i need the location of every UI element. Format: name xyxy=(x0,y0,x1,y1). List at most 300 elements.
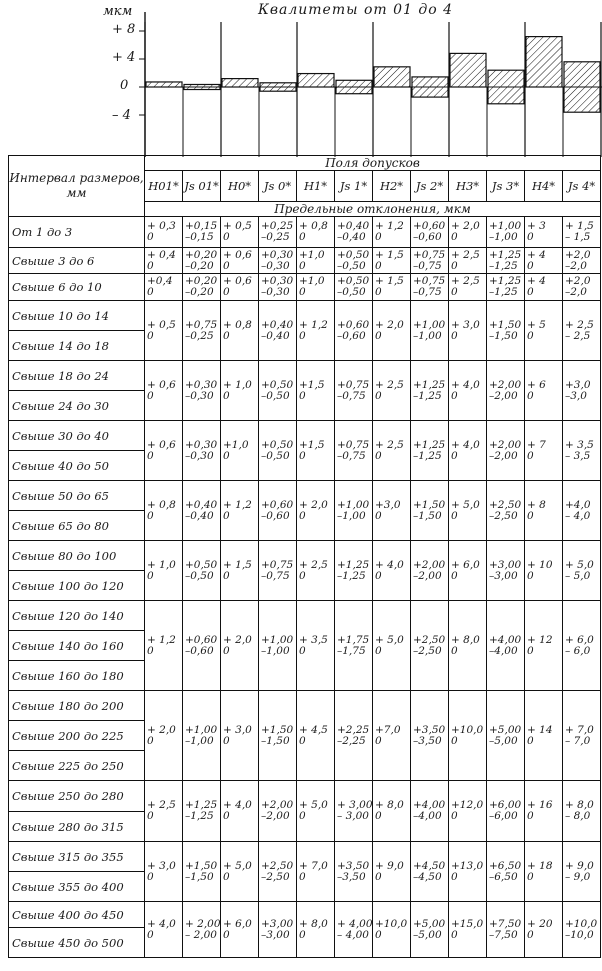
lower-deviation: 0 xyxy=(147,286,154,298)
deviation-cell xyxy=(221,421,259,481)
tolerance-bar xyxy=(260,83,296,91)
lower-deviation: –0,20 xyxy=(185,286,214,298)
deviation-cell xyxy=(221,481,259,541)
lower-deviation: 0 xyxy=(451,734,458,747)
tolerance-bars xyxy=(0,0,602,157)
deviation-cell xyxy=(335,902,373,958)
upper-deviation: +1,50 xyxy=(185,859,218,872)
table-row xyxy=(9,842,601,872)
upper-deviation: +1,75 xyxy=(337,633,370,646)
lower-deviation: –5,00 xyxy=(413,928,442,941)
upper-deviation: + 7,0 xyxy=(299,859,328,872)
lower-deviation: –0,50 xyxy=(185,569,214,582)
upper-deviation: +2,0 xyxy=(565,275,591,287)
deviation-cell xyxy=(335,781,373,842)
deviation-cell xyxy=(525,601,563,691)
lower-deviation: –2,0 xyxy=(565,286,587,298)
upper-deviation: + 2,5 xyxy=(451,248,480,261)
deviation-cell xyxy=(563,421,601,481)
deviation-cell xyxy=(449,421,487,481)
deviation-cell xyxy=(563,301,601,361)
upper-deviation: + 2,5 xyxy=(375,378,404,391)
lower-deviation: 0 xyxy=(375,569,382,582)
upper-deviation: + 5,0 xyxy=(565,558,594,571)
lower-deviation: –2,00 xyxy=(261,810,290,822)
column-header: Js 3* xyxy=(487,171,525,202)
lower-deviation: –0,30 xyxy=(261,286,290,298)
deviation-cell xyxy=(487,842,525,902)
lower-deviation: 0 xyxy=(527,810,534,822)
lower-deviation: –0,40 xyxy=(185,509,214,522)
column-header: H1* xyxy=(297,171,335,202)
upper-deviation: +10,0 xyxy=(565,917,598,930)
upper-deviation: +4,00 xyxy=(489,633,522,646)
lower-deviation: 0 xyxy=(375,928,382,941)
upper-deviation: + 0,8 xyxy=(147,498,176,511)
lower-deviation: 0 xyxy=(147,329,154,342)
interval-cell: Свыше 30 до 40 xyxy=(9,421,145,451)
upper-deviation: +1,50 xyxy=(413,498,446,511)
deviation-cell xyxy=(487,217,525,248)
deviation-cell xyxy=(221,601,259,691)
lower-deviation: 0 xyxy=(375,231,382,243)
lower-deviation: 0 xyxy=(527,231,534,243)
deviation-cell xyxy=(487,781,525,842)
deviation-cell xyxy=(449,361,487,421)
interval-cell: Свыше 24 до 30 xyxy=(9,391,145,421)
deviation-cell xyxy=(449,274,487,301)
lower-deviation: 0 xyxy=(299,734,306,747)
table-row xyxy=(9,601,601,631)
interval-cell: Свыше 10 до 14 xyxy=(9,301,145,331)
upper-deviation: +0,30 xyxy=(261,248,294,261)
tolerance-bar xyxy=(450,53,486,87)
upper-deviation: + 1,5 xyxy=(375,248,404,261)
upper-deviation: + 7 xyxy=(527,438,546,451)
interval-cell: От 1 до 3 xyxy=(9,217,145,248)
tolerance-table xyxy=(8,155,601,958)
deviation-cell xyxy=(449,217,487,248)
tolerance-bar xyxy=(488,70,524,104)
lower-deviation: 0 xyxy=(147,259,154,272)
lower-deviation: –1,00 xyxy=(413,329,442,342)
lower-deviation: –1,00 xyxy=(489,231,518,243)
lower-deviation: 0 xyxy=(223,231,230,243)
upper-deviation: + 0,6 xyxy=(223,248,252,261)
lower-deviation: 0 xyxy=(223,734,230,747)
deviation-cell xyxy=(183,781,221,842)
deviation-cell xyxy=(563,481,601,541)
deviation-cell xyxy=(411,842,449,902)
lower-deviation: 0 xyxy=(451,928,458,941)
upper-deviation: + 4,0 xyxy=(147,917,176,930)
deviations-header: Предельные отклонения, мкм xyxy=(145,202,601,217)
lower-deviation: –0,60 xyxy=(185,644,214,657)
deviation-cell xyxy=(373,842,411,902)
upper-deviation: +0,50 xyxy=(261,378,294,391)
upper-deviation: +7,50 xyxy=(489,917,522,930)
lower-deviation: 0 xyxy=(527,644,534,657)
upper-deviation: +0,60 xyxy=(337,318,370,331)
upper-deviation: +0,75 xyxy=(185,318,218,331)
deviation-cell xyxy=(487,421,525,481)
tick-label-plus8: + 8 xyxy=(112,22,136,37)
upper-deviation: +1,0 xyxy=(223,438,249,451)
upper-deviation: +0,30 xyxy=(261,275,294,287)
deviation-cell xyxy=(221,361,259,421)
deviation-cell xyxy=(183,601,221,691)
column-header: H3* xyxy=(449,171,487,202)
lower-deviation: 0 xyxy=(375,810,382,822)
lower-deviation: 0 xyxy=(147,569,154,582)
lower-deviation: – 2,00 xyxy=(185,928,217,941)
upper-deviation: + 8,0 xyxy=(451,633,480,646)
deviation-cell xyxy=(145,248,183,274)
lower-deviation: 0 xyxy=(375,870,382,883)
deviation-cell xyxy=(373,541,411,601)
upper-deviation: + 0,6 xyxy=(147,438,176,451)
upper-deviation: + 3,0 xyxy=(451,318,480,331)
lower-deviation: –2,50 xyxy=(489,509,518,522)
lower-deviation: 0 xyxy=(147,509,154,522)
upper-deviation: + 1,0 xyxy=(147,558,176,571)
lower-deviation: –1,25 xyxy=(489,286,518,298)
column-header: H01* xyxy=(145,171,183,202)
lower-deviation: –1,25 xyxy=(413,389,442,402)
upper-deviation: + 2,5 xyxy=(375,438,404,451)
table-row xyxy=(9,541,601,571)
deviation-cell xyxy=(525,361,563,421)
deviation-cell xyxy=(335,421,373,481)
interval-cell: Свыше 18 до 24 xyxy=(9,361,145,391)
upper-deviation: + 3,0 xyxy=(223,723,252,736)
upper-deviation: + 2,0 xyxy=(451,220,480,232)
lower-deviation: 0 xyxy=(451,286,458,298)
deviation-cell xyxy=(145,691,183,781)
deviation-cell xyxy=(335,301,373,361)
tolerance-bar xyxy=(298,74,334,87)
deviation-cell xyxy=(297,301,335,361)
upper-deviation: +0,75 xyxy=(413,248,446,261)
upper-deviation: +0,20 xyxy=(185,248,218,261)
deviation-cell xyxy=(145,361,183,421)
deviation-cell xyxy=(335,481,373,541)
deviation-cell xyxy=(145,274,183,301)
tolerance-bar xyxy=(374,67,410,87)
deviation-cell xyxy=(221,902,259,958)
upper-deviation: +5,00 xyxy=(489,723,522,736)
tolerance-bar xyxy=(412,77,448,97)
upper-deviation: + 4 xyxy=(527,275,546,287)
deviation-cell xyxy=(525,301,563,361)
lower-deviation: 0 xyxy=(223,389,230,402)
lower-deviation: 0 xyxy=(527,509,534,522)
deviation-cell xyxy=(297,361,335,421)
lower-deviation: 0 xyxy=(527,449,534,462)
lower-deviation: –0,75 xyxy=(337,449,366,462)
lower-deviation: 0 xyxy=(375,644,382,657)
upper-deviation: +3,00 xyxy=(261,917,294,930)
upper-deviation: + 8,0 xyxy=(565,799,594,811)
deviation-cell xyxy=(487,301,525,361)
deviation-cell xyxy=(297,842,335,902)
lower-deviation: –0,40 xyxy=(337,231,366,243)
deviation-cell xyxy=(487,361,525,421)
deviation-cell xyxy=(411,301,449,361)
interval-cell: Свыше 3 до 6 xyxy=(9,248,145,274)
deviation-cell xyxy=(563,217,601,248)
upper-deviation: + 0,3 xyxy=(147,220,176,232)
deviation-cell xyxy=(373,481,411,541)
interval-cell: Свыше 225 до 250 xyxy=(9,751,145,781)
upper-deviation: +1,25 xyxy=(185,799,218,811)
table-row xyxy=(9,781,601,812)
deviation-cell xyxy=(373,248,411,274)
deviation-cell xyxy=(563,541,601,601)
lower-deviation: –4,00 xyxy=(489,644,518,657)
deviation-cell xyxy=(525,691,563,781)
deviation-cell xyxy=(373,601,411,691)
upper-deviation: + 3,5 xyxy=(565,438,594,451)
lower-deviation: –2,0 xyxy=(565,259,587,272)
deviation-cell xyxy=(525,248,563,274)
table-row xyxy=(9,421,601,451)
deviation-cell xyxy=(259,274,297,301)
interval-cell: Свыше 120 до 140 xyxy=(9,601,145,631)
lower-deviation: 0 xyxy=(299,928,306,941)
tolerance-bar xyxy=(222,79,258,87)
lower-deviation: –0,30 xyxy=(261,259,290,272)
deviation-cell xyxy=(297,248,335,274)
lower-deviation: –0,75 xyxy=(413,259,442,272)
upper-deviation: + 1,2 xyxy=(147,633,176,646)
upper-deviation: +12,0 xyxy=(451,799,484,811)
deviation-cell xyxy=(525,217,563,248)
deviation-cell xyxy=(297,274,335,301)
lower-deviation: – 6,0 xyxy=(565,644,591,657)
deviation-cell xyxy=(145,781,183,842)
deviation-cell xyxy=(297,691,335,781)
deviation-cell xyxy=(411,217,449,248)
upper-deviation: + 8,0 xyxy=(375,799,404,811)
upper-deviation: + 4,0 xyxy=(451,438,480,451)
upper-deviation: +13,0 xyxy=(451,859,484,872)
upper-deviation: + 2,0 xyxy=(223,633,252,646)
deviation-cell xyxy=(411,541,449,601)
upper-deviation: + 2,0 xyxy=(299,498,328,511)
lower-deviation: –1,50 xyxy=(185,870,214,883)
upper-deviation: + 5,0 xyxy=(451,498,480,511)
upper-deviation: +0,40 xyxy=(337,220,370,232)
upper-deviation: +4,0 xyxy=(565,498,591,511)
upper-deviation: + 5 xyxy=(527,318,546,331)
tolerance-bar xyxy=(336,80,372,93)
deviation-cell xyxy=(563,274,601,301)
deviation-cell xyxy=(487,274,525,301)
deviation-cell xyxy=(259,481,297,541)
deviation-cell xyxy=(183,541,221,601)
unit-label: мкм xyxy=(103,4,133,19)
deviation-cell xyxy=(373,691,411,781)
lower-deviation: –0,75 xyxy=(261,569,290,582)
lower-deviation: –0,60 xyxy=(337,329,366,342)
upper-deviation: +0,40 xyxy=(261,318,294,331)
deviation-cell xyxy=(221,781,259,842)
deviation-cell xyxy=(563,248,601,274)
lower-deviation: 0 xyxy=(147,810,154,822)
deviation-cell xyxy=(183,361,221,421)
lower-deviation: –0,60 xyxy=(261,509,290,522)
upper-deviation: + 2,5 xyxy=(451,275,480,287)
deviation-cell xyxy=(563,691,601,781)
deviation-cell xyxy=(145,217,183,248)
upper-deviation: +1,25 xyxy=(489,275,522,287)
lower-deviation: –0,20 xyxy=(185,259,214,272)
upper-deviation: + 12 xyxy=(527,633,553,646)
lower-deviation: 0 xyxy=(223,870,230,883)
deviation-cell xyxy=(221,274,259,301)
interval-cell: Свыше 450 до 500 xyxy=(9,928,145,958)
lower-deviation: –4,00 xyxy=(413,810,442,822)
upper-deviation: + 20 xyxy=(527,917,553,930)
upper-deviation: +0,30 xyxy=(185,378,218,391)
upper-deviation: +6,00 xyxy=(489,799,522,811)
deviation-cell xyxy=(449,248,487,274)
lower-deviation: 0 xyxy=(375,509,382,522)
deviation-cell xyxy=(335,361,373,421)
lower-deviation: 0 xyxy=(299,329,306,342)
table-row xyxy=(9,361,601,391)
lower-deviation: –6,00 xyxy=(489,810,518,822)
upper-deviation: +1,00 xyxy=(185,723,218,736)
tick-label-plus4: + 4 xyxy=(112,50,136,65)
interval-cell: Свыше 14 до 18 xyxy=(9,331,145,361)
deviation-cell xyxy=(259,248,297,274)
column-header: H4* xyxy=(525,171,563,202)
interval-cell: Свыше 315 до 355 xyxy=(9,842,145,872)
lower-deviation: 0 xyxy=(375,329,382,342)
deviation-cell xyxy=(411,691,449,781)
upper-deviation: + 4 xyxy=(527,248,546,261)
table-row xyxy=(9,217,601,248)
interval-cell: Свыше 6 до 10 xyxy=(9,274,145,301)
deviation-cell xyxy=(487,248,525,274)
deviation-cell xyxy=(221,301,259,361)
deviation-cell xyxy=(449,301,487,361)
lower-deviation: 0 xyxy=(375,449,382,462)
deviation-cell xyxy=(373,361,411,421)
lower-deviation: –1,25 xyxy=(413,449,442,462)
table-row xyxy=(9,301,601,331)
interval-header: Интервал размеров, мм xyxy=(9,156,145,217)
lower-deviation: 0 xyxy=(299,389,306,402)
upper-deviation: +7,0 xyxy=(375,723,401,736)
upper-deviation: + 4,00 xyxy=(337,917,373,930)
lower-deviation: –0,30 xyxy=(185,449,214,462)
deviation-cell xyxy=(449,481,487,541)
deviation-cell xyxy=(335,541,373,601)
lower-deviation: 0 xyxy=(147,734,154,747)
upper-deviation: +4,00 xyxy=(413,799,446,811)
upper-deviation: + 2,00 xyxy=(185,917,221,930)
tolerance-diagram xyxy=(0,0,602,157)
lower-deviation: 0 xyxy=(299,286,306,298)
upper-deviation: +0,75 xyxy=(337,378,370,391)
deviation-cell xyxy=(183,691,221,781)
tolerance-bar xyxy=(184,84,220,89)
deviation-cell xyxy=(183,248,221,274)
upper-deviation: + 2,5 xyxy=(565,318,594,331)
upper-deviation: + 9,0 xyxy=(375,859,404,872)
deviation-cell xyxy=(145,541,183,601)
deviation-cell xyxy=(487,902,525,958)
lower-deviation: – 9,0 xyxy=(565,870,591,883)
deviation-cell xyxy=(259,301,297,361)
upper-deviation: + 2,5 xyxy=(299,558,328,571)
lower-deviation: –0,50 xyxy=(261,389,290,402)
column-header: Js 01* xyxy=(183,171,221,202)
upper-deviation: +0,50 xyxy=(261,438,294,451)
deviation-cell xyxy=(487,481,525,541)
interval-cell: Свыше 40 до 50 xyxy=(9,451,145,481)
upper-deviation: +3,0 xyxy=(375,498,401,511)
lower-deviation: –2,50 xyxy=(413,644,442,657)
upper-deviation: + 2,0 xyxy=(147,723,176,736)
interval-cell: Свыше 180 до 200 xyxy=(9,691,145,721)
deviation-cell xyxy=(487,601,525,691)
upper-deviation: +1,0 xyxy=(299,275,325,287)
deviation-cell xyxy=(563,781,601,842)
lower-deviation: 0 xyxy=(223,644,230,657)
upper-deviation: +1,5 xyxy=(299,378,325,391)
upper-deviation: + 0,6 xyxy=(147,378,176,391)
deviation-cell xyxy=(297,481,335,541)
deviation-cell xyxy=(487,691,525,781)
interval-cell: Свыше 140 до 160 xyxy=(9,631,145,661)
deviation-cell xyxy=(563,902,601,958)
deviation-cell xyxy=(525,481,563,541)
lower-deviation: – 3,00 xyxy=(337,810,369,822)
lower-deviation: 0 xyxy=(223,449,230,462)
deviation-cell xyxy=(563,601,601,691)
lower-deviation: 0 xyxy=(223,928,230,941)
upper-deviation: +2,00 xyxy=(261,799,294,811)
column-header: H0* xyxy=(221,171,259,202)
lower-deviation: –3,0 xyxy=(565,389,587,402)
deviation-cell xyxy=(373,902,411,958)
deviation-cell xyxy=(259,842,297,902)
deviation-cell xyxy=(259,361,297,421)
lower-deviation: 0 xyxy=(223,810,230,822)
deviation-cell xyxy=(259,217,297,248)
upper-deviation: + 7,0 xyxy=(565,723,594,736)
lower-deviation: –1,25 xyxy=(337,569,366,582)
lower-deviation: – 5,0 xyxy=(565,569,591,582)
deviation-cell xyxy=(297,421,335,481)
lower-deviation: –0,25 xyxy=(185,329,214,342)
deviation-cell xyxy=(411,902,449,958)
deviation-cell xyxy=(221,248,259,274)
upper-deviation: +15,0 xyxy=(451,917,484,930)
lower-deviation: 0 xyxy=(299,259,306,272)
lower-deviation: 0 xyxy=(223,509,230,522)
lower-deviation: – 1,5 xyxy=(565,231,591,243)
deviation-cell xyxy=(183,421,221,481)
upper-deviation: +2,50 xyxy=(261,859,294,872)
lower-deviation: 0 xyxy=(527,928,534,941)
lower-deviation: –2,25 xyxy=(337,734,366,747)
interval-cell: Свыше 280 до 315 xyxy=(9,812,145,842)
